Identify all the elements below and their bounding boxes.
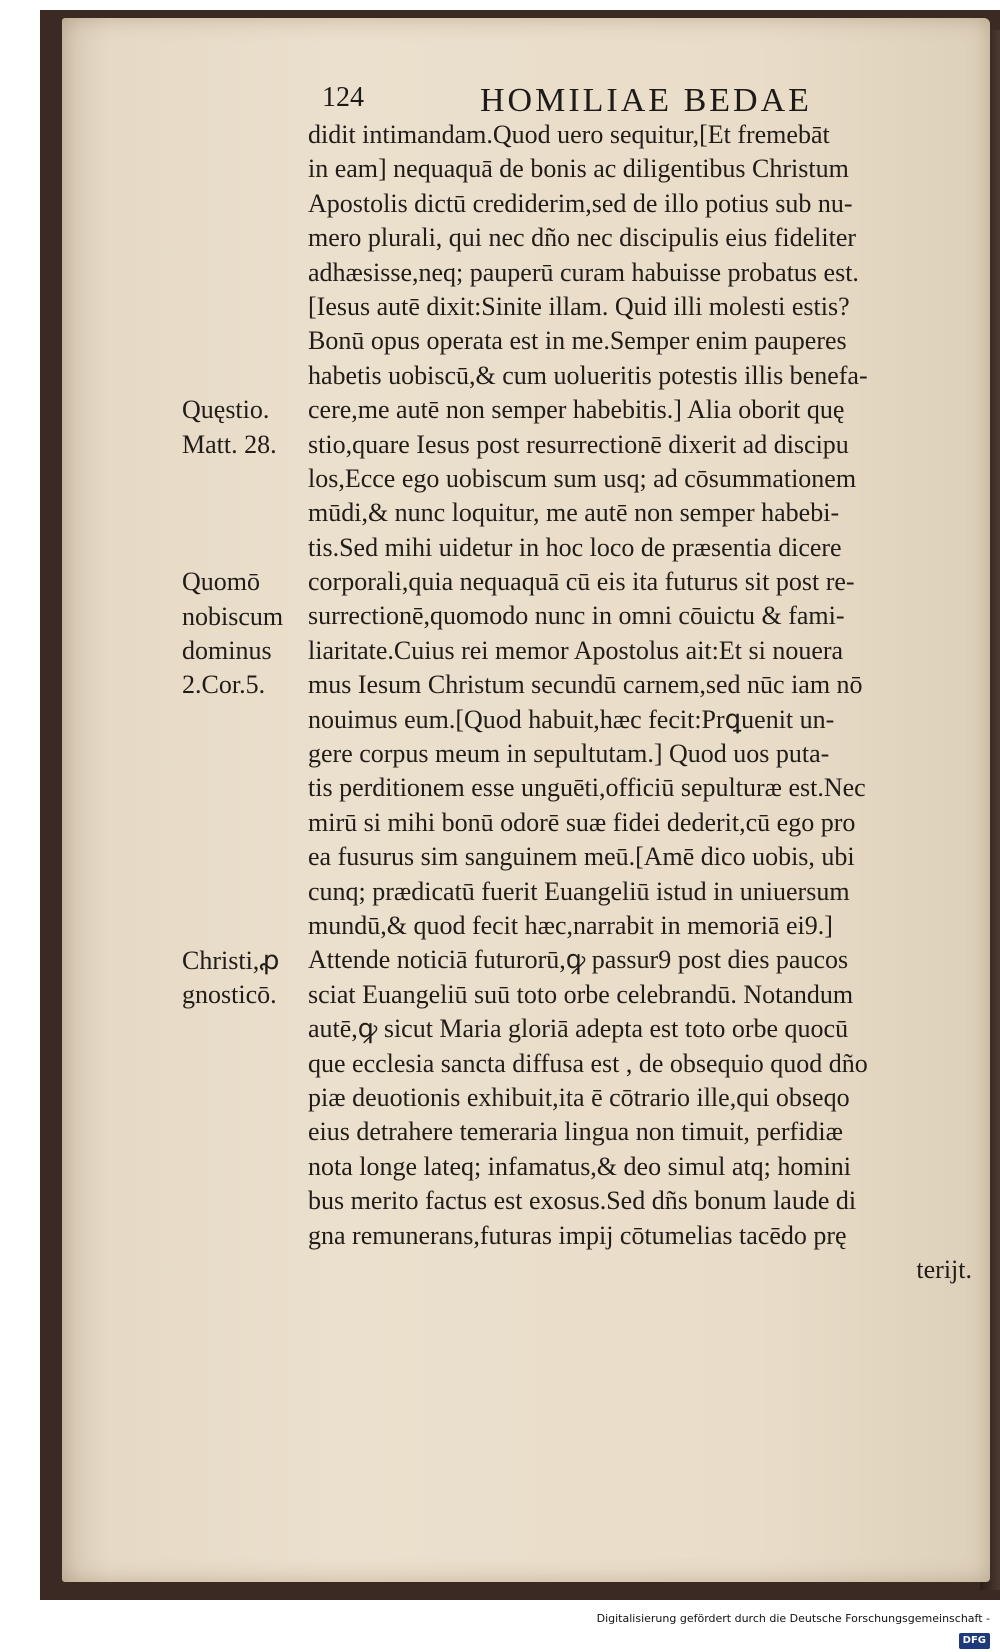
- text-line: mirū si mihi bonū odorē suæ fidei dederit,cū ego pro: [308, 807, 856, 837]
- text-line: mundū,& quod fecit hæc,narrabit in memoriā ei9.]: [308, 910, 833, 940]
- text-line: cere,me autē non semper habebitis.] Alia oborit quę: [308, 395, 845, 425]
- credit-text: Digitalisierung gefördert durch die Deutsche Forschungsgemeinschaft -: [596, 1612, 990, 1625]
- text-line: cunq; prædicatū fuerit Euangeliū istud in uniuersum: [308, 876, 850, 906]
- margin-note: Quęstio.: [182, 395, 270, 425]
- text-line: surrectionē,quomodo nunc in omni cōuictu & fami-: [308, 601, 845, 631]
- text-line: mero plurali, qui nec dño nec discipulis eius fideliter: [308, 223, 857, 253]
- text-line: los,Ecce ego uobiscum sum usq; ad cōsummationem: [308, 463, 857, 493]
- text-line: nouimus eum.[Quod habuit,hæc fecit:Prꝗuenit un-: [308, 704, 835, 734]
- text-line: corporali,quia nequaquā cū eis ita futurus sit post re-: [308, 567, 855, 597]
- text-line: autē,ꝙ sicut Maria gloriā adepta est toto orbe quocū: [308, 1014, 849, 1044]
- text-line: gere corpus meum in sepultutam.] Quod uos puta-: [308, 739, 830, 769]
- text-line: liaritate.Cuius rei memor Apostolus ait:Et si nouera: [308, 635, 844, 665]
- text-line: sciat Euangeliū suū toto orbe celebrandū. Notandum: [308, 979, 854, 1009]
- body-text: [308, 118, 972, 1287]
- margin-note: nobiscum: [182, 601, 284, 631]
- text-line: Attende noticiā futurorū,ꝙ passur9 post dies paucos: [308, 945, 849, 975]
- running-title: HOMILIAE BEDAE: [480, 82, 812, 119]
- text-line: piæ deuotionis exhibuit,ita ē cōtrario ille,qui obseqo: [308, 1082, 850, 1112]
- margin-note: Christi,ꝓ: [182, 945, 280, 975]
- text-line: ea fusurus sim sanguinem meū.[Amē dico uobis, ubi: [308, 842, 855, 872]
- text-line: que ecclesia sancta diffusa est , de obsequio quod dño: [308, 1048, 868, 1078]
- text-line: habetis uobiscū,& cum uolueritis potestis illis benefa-: [308, 360, 868, 390]
- text-line: mūdi,& nunc loquitur, me autē non semper habebi-: [308, 498, 840, 528]
- text-line: bus merito factus est exosus.Sed dñs bonum laude di: [308, 1186, 857, 1216]
- text-line: terijt.: [916, 1254, 972, 1284]
- margin-note: gnosticō.: [182, 980, 277, 1009]
- text-line: mus Iesum Christum secundū carnem,sed nūc iam nō: [308, 670, 863, 700]
- text-line: in eam] nequaquā de bonis ac diligentibus Christum: [308, 154, 849, 184]
- text-line: didit intimandam.Quod uero sequitur,[Et fremebāt: [308, 120, 830, 149]
- text-line: nota longe lateq; infamatus,& deo simul atq; homini: [308, 1151, 852, 1181]
- digitization-credit: [560, 1608, 990, 1646]
- page-number: 124: [322, 82, 364, 113]
- text-line: adhæsisse,neq; pauperū curam habuisse probatus est.: [308, 257, 859, 287]
- text-line: Apostolis dictū crediderim,sed de illo potius sub nu-: [308, 188, 853, 218]
- margin-note: 2.Cor.5.: [182, 670, 266, 700]
- margin-note: Quomō: [182, 567, 260, 597]
- text-line: Bonū opus operata est in me.Semper enim pauperes: [308, 326, 847, 356]
- text-line: gna remunerans,futuras impij cōtumelias tacēdo prę: [308, 1220, 847, 1250]
- dfg-logo: DFG: [959, 1633, 990, 1649]
- margin-note: Matt. 28.: [182, 429, 277, 459]
- text-line: eius detrahere temeraria lingua non timuit, perfidiæ: [308, 1117, 843, 1147]
- margin-note: dominus: [182, 636, 272, 665]
- text-line: tis.Sed mihi uidetur in hoc loco de præsentia dicere: [308, 532, 842, 562]
- text-line: tis perditionem esse unguēti,officiū sepulturæ est.Nec: [308, 773, 866, 803]
- text-line: [Iesus autē dixit:Sinite illam. Quid illi molesti estis?: [308, 291, 850, 321]
- text-line: stio,quare Iesus post resurrectionē dixerit ad discipu: [308, 429, 849, 459]
- page-header: [0, 82, 1000, 122]
